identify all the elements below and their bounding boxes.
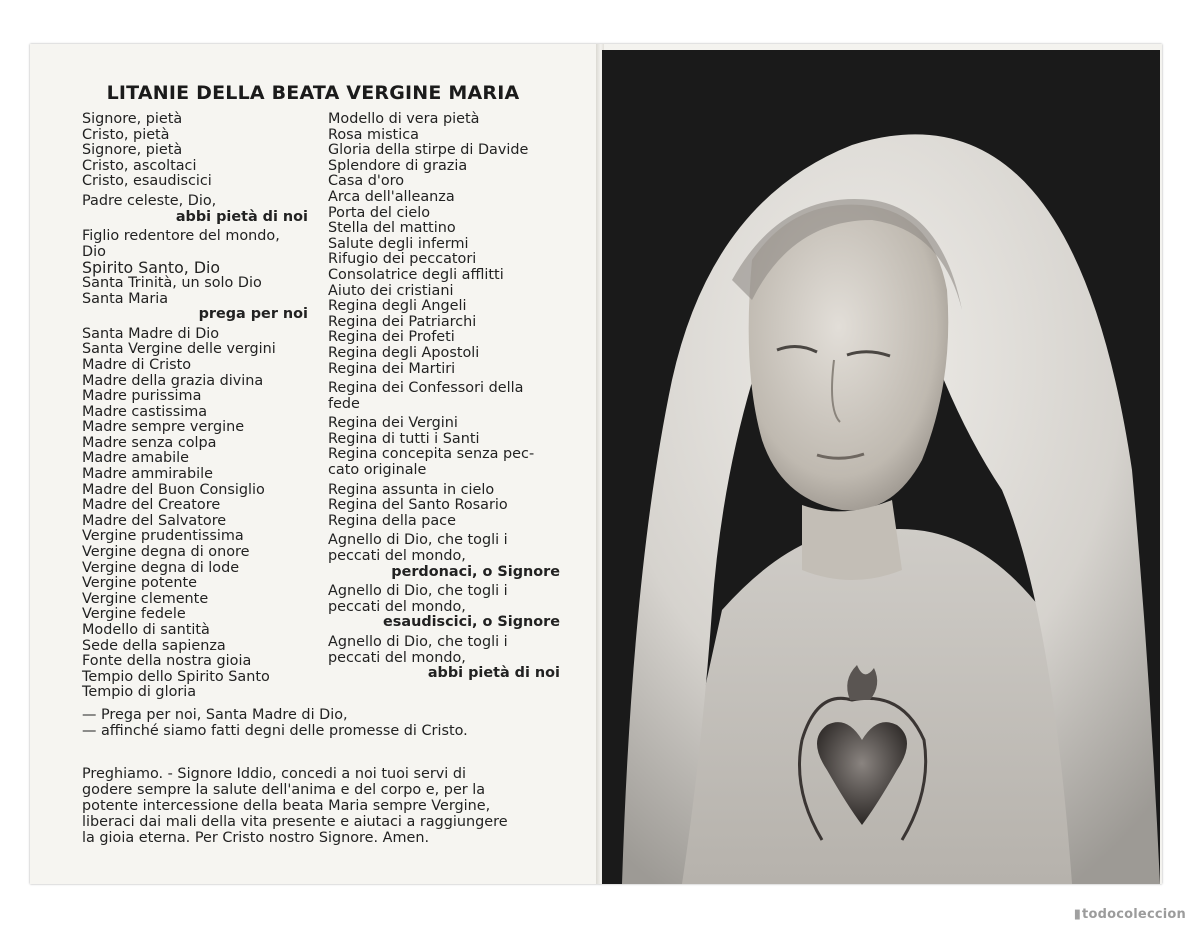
litany-line: Cristo, pietà xyxy=(82,126,170,143)
litany-response: abbi pietà di noi xyxy=(175,208,308,225)
litany-line: Madre purissima xyxy=(82,388,202,405)
litany-line: Agnello di Dio, che togli i peccati del mondo, xyxy=(328,634,508,666)
litany-line: Regina degli Angeli xyxy=(328,298,467,315)
litany-line: Rifugio dei peccatori xyxy=(328,251,477,268)
litany-line: Vergine clemente xyxy=(82,590,209,607)
litany-line: Splendore di grazia xyxy=(328,157,468,174)
litany-line: Santa Vergine delle vergini xyxy=(82,341,276,358)
closing-prayer: Preghiamo. - Signore Iddio, concedi a noi tuoi servi di godere sempre la salute dell'anima e del corpo e, per la potente intercessione della beata Maria sempre Vergine, liberaci dai mali della vita presente e aiutaci a raggiungere la gioia eterna. Per Cristo nostro Signore. Amen. xyxy=(82,766,508,846)
litany-line: Rosa mistica xyxy=(328,126,419,143)
litany-line: Agnello di Dio, che togli i peccati del mondo, xyxy=(328,583,508,615)
litany-line: Spirito Santo, Dio xyxy=(82,258,221,278)
litany-line: Regina degli Apostoli xyxy=(328,344,480,361)
litany-line: Casa d'oro xyxy=(328,173,405,190)
litany-line: Santa Maria xyxy=(82,290,169,307)
litany-line: Regina dei Profeti xyxy=(328,329,455,346)
litany-line: Regina concepita senza pec- cato originale xyxy=(328,446,535,479)
litany-line: Madre del Creatore xyxy=(82,497,221,514)
litany-line: Regina dei Vergini xyxy=(328,415,458,432)
versicle-line: — Prega per noi, Santa Madre di Dio, xyxy=(82,707,348,723)
litany-line: Regina dei Confessori della fede xyxy=(328,380,524,412)
litany-line: Vergine prudentissima xyxy=(82,528,244,545)
litany-line: Padre celeste, Dio, xyxy=(82,192,217,209)
versicle-line: — affinché siamo fatti degni delle promesse di Cristo. xyxy=(82,722,468,739)
holy-card xyxy=(30,44,1162,884)
litany-line: Agnello di Dio, che togli i peccati del mondo, xyxy=(328,532,508,565)
litany-line: Vergine fedele xyxy=(82,606,186,623)
litany-line: Madre amabile xyxy=(82,450,190,467)
watermark: ▮todocoleccion xyxy=(1073,907,1186,922)
litany-line: Signore, pietà xyxy=(82,111,183,127)
litany-line: Consolatrice degli afflitti xyxy=(328,266,504,283)
litany-response: prega per noi xyxy=(198,306,308,323)
litany-line: Vergine degna di lode xyxy=(82,559,240,576)
madonna-illustration xyxy=(602,50,1160,884)
litany-line: Arca dell'alleanza xyxy=(328,188,455,205)
litany-line: Aiuto dei cristiani xyxy=(328,282,454,299)
litany-response: esaudiscici, o Signore xyxy=(383,614,560,631)
litany-line: Modello di santità xyxy=(82,622,210,638)
litany-line: Madre sempre vergine xyxy=(82,419,245,436)
litany-column-right xyxy=(328,112,560,682)
litany-line: Porta del cielo xyxy=(328,204,431,221)
litany-line: Santa Trinità, un solo Dio xyxy=(82,274,262,291)
litany-line: Madre castissima xyxy=(82,403,208,420)
litany-line: Sede della sapienza xyxy=(82,637,226,654)
litany-line: Santa Madre di Dio xyxy=(82,325,220,342)
litany-line: Madre della grazia divina xyxy=(82,372,264,389)
madonna-image xyxy=(602,50,1160,884)
litany-line: Vergine degna di onore xyxy=(82,544,250,561)
litany-line: Tempio di gloria xyxy=(82,684,197,701)
litany-line: Cristo, esaudiscici xyxy=(82,173,212,190)
litany-column-left xyxy=(82,112,308,701)
litany-line: Regina dei Patriarchi xyxy=(328,313,477,330)
litany-line: Cristo, ascoltaci xyxy=(82,157,197,174)
neck xyxy=(802,500,902,580)
litany-line: Regina di tutti i Santi xyxy=(328,430,480,447)
litany-line: Vergine potente xyxy=(82,575,197,592)
litany-line: Salute degli infermi xyxy=(328,235,469,252)
page-title: LITANIE DELLA BEATA VERGINE MARIA xyxy=(106,82,520,104)
litany-line: Gloria della stirpe di Davide xyxy=(328,142,529,159)
litany-line: Fonte della nostra gioia xyxy=(82,653,252,670)
litany-line: Madre del Buon Consiglio xyxy=(82,481,265,498)
litany-line: Madre senza colpa xyxy=(82,434,217,451)
litany-line: Madre del Salvatore xyxy=(82,512,227,529)
litany-line: Tempio dello Spirito Santo xyxy=(82,668,270,685)
litany-line: Stella del mattino xyxy=(328,220,456,237)
litany-page xyxy=(30,44,596,884)
litany-line: Madre di Cristo xyxy=(82,356,192,373)
litany-line: Madre ammirabile xyxy=(82,466,213,483)
litany-response: perdonaci, o Signore xyxy=(391,563,560,580)
litany-line: Regina del Santo Rosario xyxy=(328,497,508,514)
litany-line: Modello di vera pietà xyxy=(328,111,480,127)
versicles xyxy=(82,708,572,739)
litany-line: Regina dei Martiri xyxy=(328,360,456,377)
litany-line: Figlio redentore del mondo, Dio xyxy=(82,228,280,260)
litany-line: Regina assunta in cielo xyxy=(328,481,495,498)
watermark-text: todocoleccion xyxy=(1082,907,1186,922)
litany-response: abbi pietà di noi xyxy=(427,665,560,682)
litany-line: Signore, pietà xyxy=(82,142,183,159)
litany-line: Regina della pace xyxy=(328,512,456,529)
